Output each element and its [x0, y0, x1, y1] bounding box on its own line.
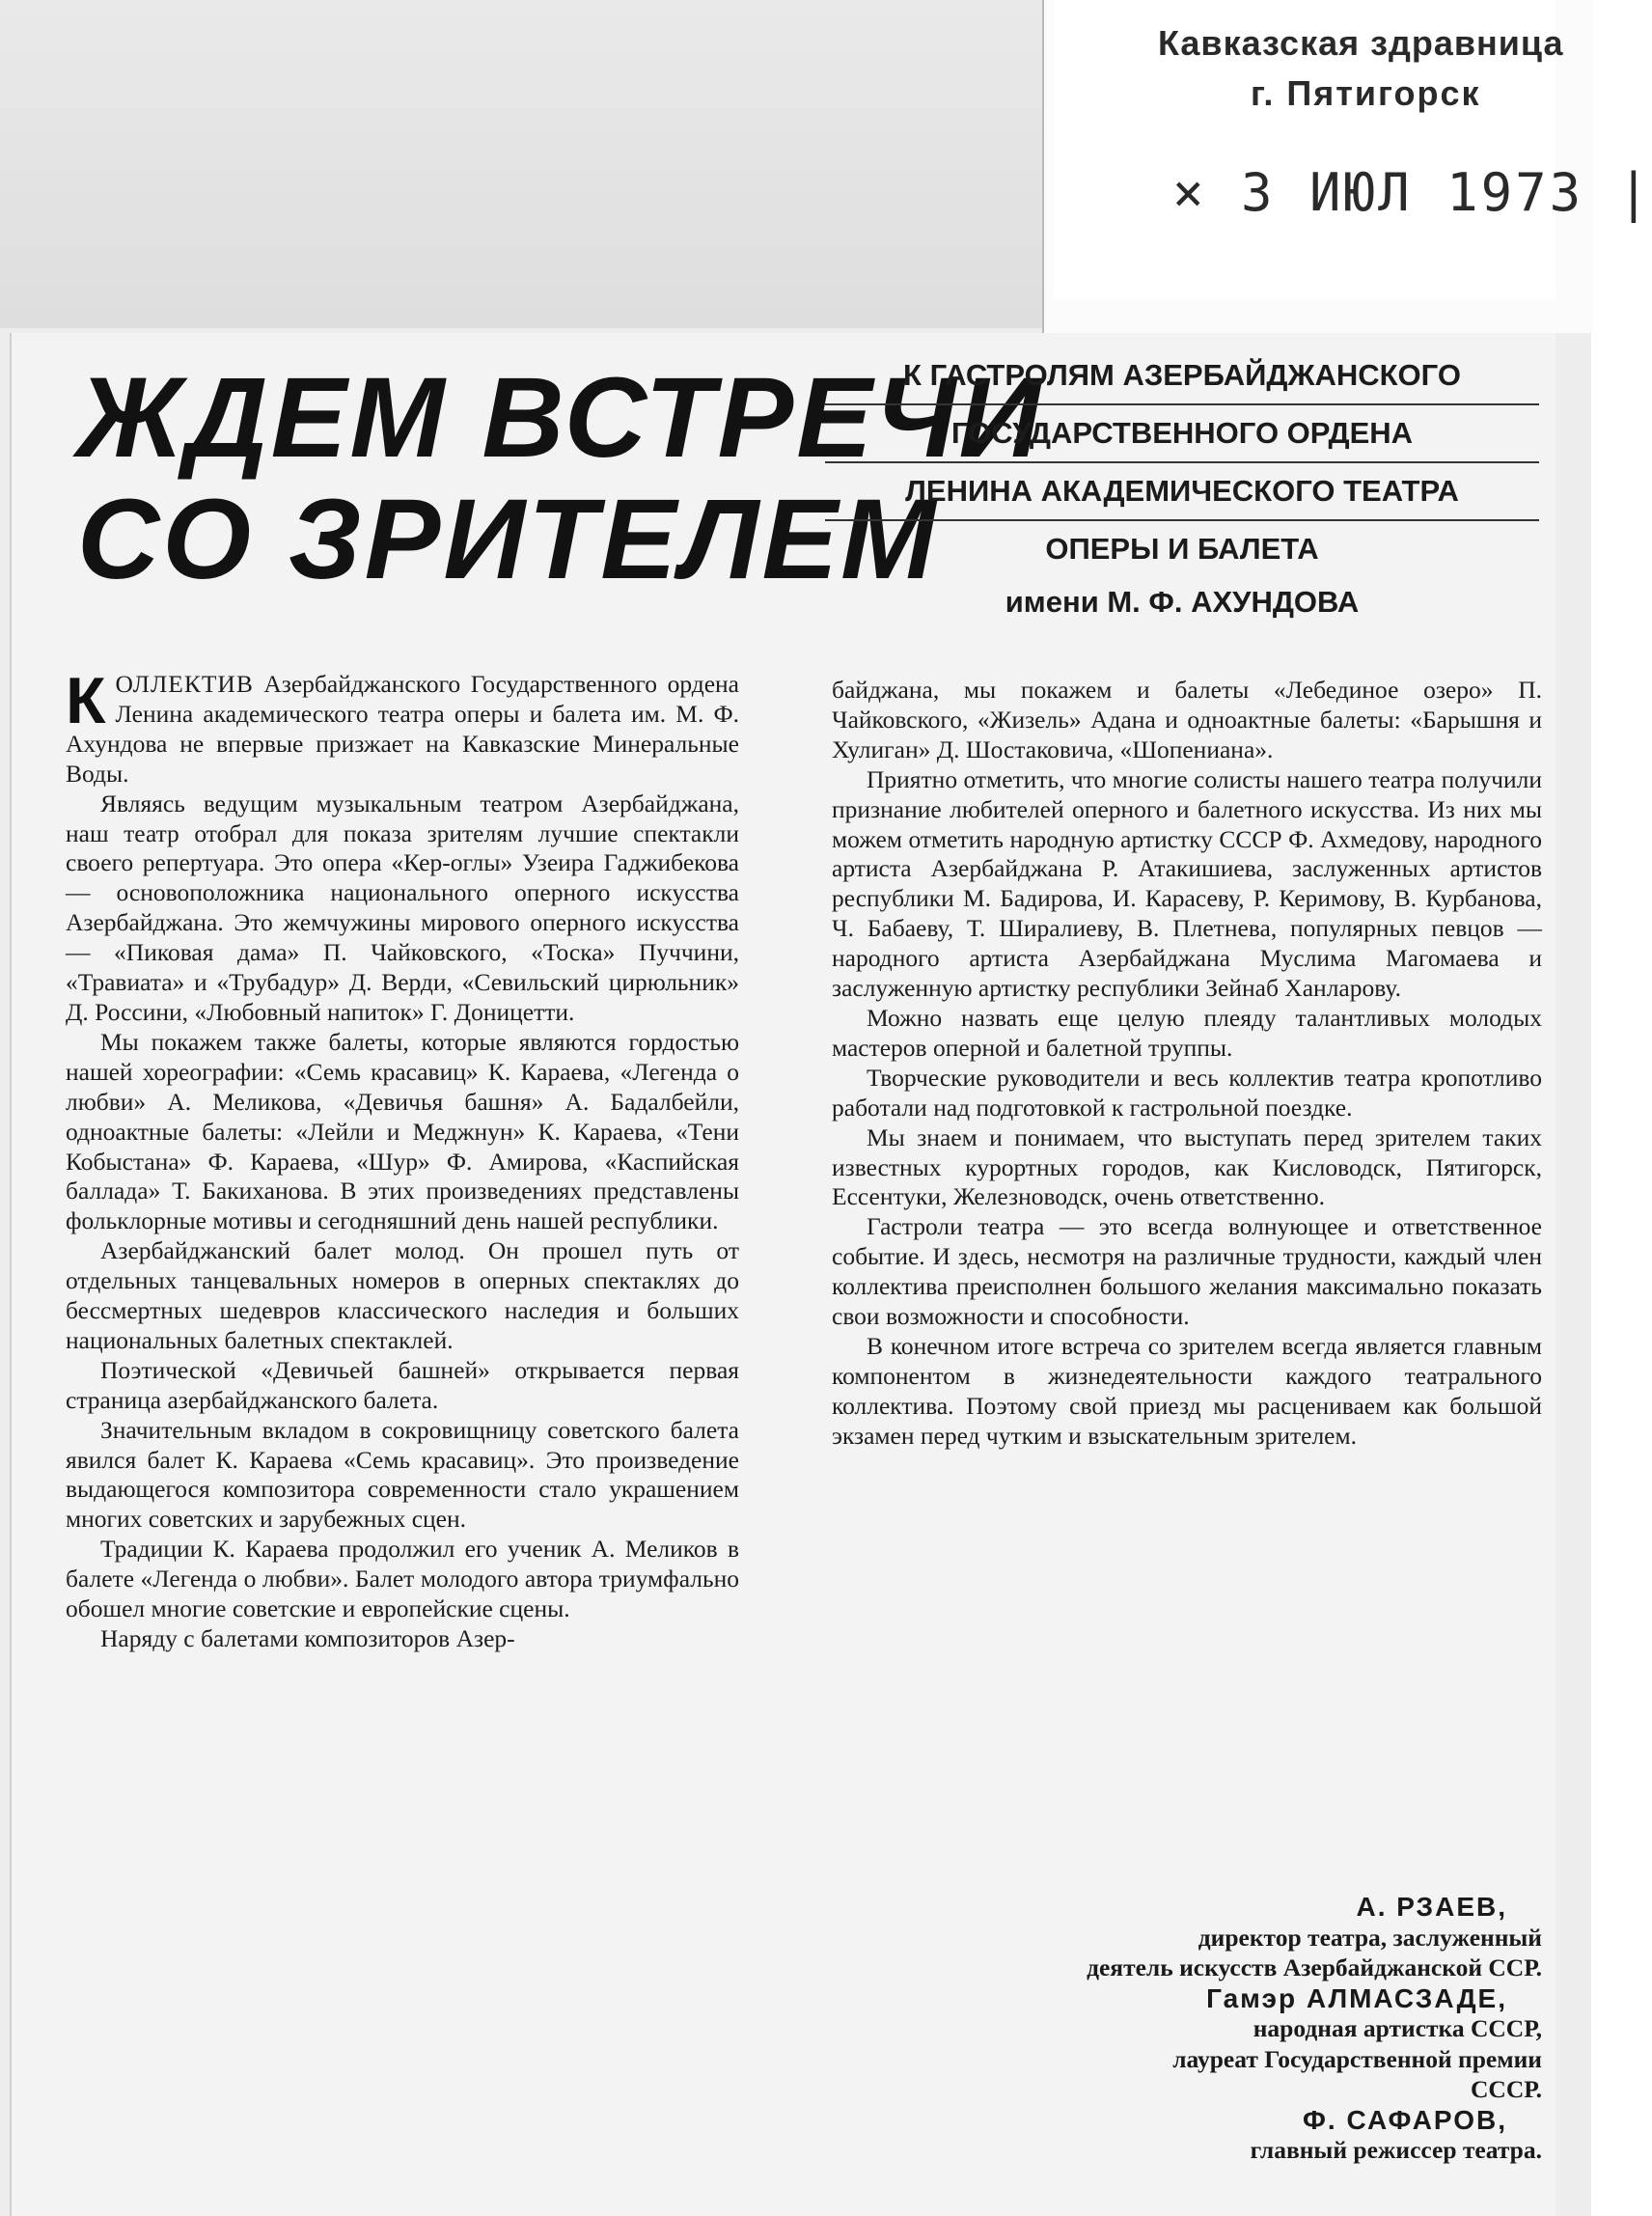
rubric-line-2: ГОСУДАРСТВЕННОГО ОРДЕНА: [825, 405, 1539, 463]
signature-role-1a: директор театра, заслуженный: [1198, 1923, 1542, 1952]
paragraph: Традиции К. Караева продолжил его ученик А. Меликов в балете «Легенда о любви». Балет молодого автора триумфально обошел многие советские и европейские сцены.: [66, 1535, 739, 1623]
rubric-line-5: имени М. Ф. АХУНДОВА: [1005, 585, 1360, 619]
rubric-line-1: К ГАСТРОЛЯМ АЗЕРБАЙДЖАНСКОГО: [825, 347, 1539, 405]
article-signatures: [832, 1892, 1542, 2166]
paragraph: Азербайджанский балет молод. Он прошел путь от отдельных танцевальных номеров в оперных спектаклях до бессмертных шедевров классического наследия и больших национальных балетных спектаклей.: [66, 1236, 739, 1354]
signature-name-2: Гамэр АЛМАСЗАДЕ,: [1206, 1982, 1507, 2013]
article-rubric: [825, 347, 1539, 622]
paragraph: В конечном итоге встреча со зрителем всегда является главным компонентом в жизнедеятельности каждого театрального коллектива. Поэтому свой приезд мы расцениваем как большой экзамен перед чутким и взыскательным зрителем.: [832, 1331, 1542, 1450]
signature-name-1: А. РЗАЕВ,: [1356, 1892, 1507, 1922]
rubric-line-4: ОПЕРЫ И БАЛЕТА: [1045, 532, 1319, 566]
signature-role-1b: деятель искусств Азербайджанской ССР.: [1087, 1953, 1542, 1981]
signature-role-3a: главный режиссер театра.: [1250, 2136, 1542, 2164]
paragraph: Мы знаем и понимаем, что выступать перед зрителем таких известных курортных городов, как Кисловодск, Пятигорск, Ессентуки, Железноводск, очень ответственно.: [832, 1122, 1542, 1211]
paragraph-lead-rest: Азербайджанского Государственного ордена Ленина академического театра оперы и балета им. М. Ф. Ахундова не впервые призжает на Кавказские Минеральные Воды.: [66, 670, 739, 788]
paragraph: Являясь ведущим музыкальным театром Азербайджана, наш театр отобрал для показа зрителям лучшие спектакли своего репертуара. Это опера «Кер-оглы» Узеира Гаджибекова — основоположника национального оперного искусства Азербайджана. Это жемчужины мирового оперного искусства — «Пиковая дама» П. Чайковского, «Тоска» Пуччини, «Травиата» и «Трубадур» Д. Верди, «Севильский цирюльник» Д. Россини, «Любовный напиток» Г. Доницетти.: [66, 789, 739, 1026]
article-right-column: [832, 676, 1542, 1452]
paragraph-lead-caps: ОЛЛЕКТИВ: [115, 670, 254, 698]
paragraph: Мы покажем также балеты, которые являются гордостью нашей хореографии: «Семь красавиц» К. Караева, «Легенда о любви» А. Меликова, «Девичья башня» А. Бадалбейли, одноактные балеты: «Лейли и Меджнун» К. Караева, «Тени Кобыстана» Ф. Караева, «Шур» Ф. Амирова, «Каспийская баллада» Т. Бакиханова. В этих произведениях представлены фольклорные мотивы и сегодняшний день нашей республики.: [66, 1027, 739, 1235]
blank-paper-strip: [0, 0, 1042, 328]
article-left-column: [66, 664, 739, 1654]
signature-name-3: Ф. САФАРОВ,: [1302, 2104, 1507, 2135]
paragraph: Поэтической «Девичьей башней» открывается первая страница азербайджанского балета.: [66, 1355, 739, 1414]
paragraph: Значительным вкладом в сокровищницу советского балета явился балет К. Караева «Семь красавиц». Это произведение выдающегося композитора современности стало украшением многих советских и зарубежных сцен.: [66, 1415, 739, 1534]
stamp-city: г. Пятигорск: [1251, 73, 1481, 113]
signature-role-2c: СССР.: [1470, 2075, 1542, 2103]
paragraph: Можно назвать еще целую плеяду талантливых молодых мастеров оперной и балетной труппы.: [832, 1003, 1542, 1062]
rubric-line-3: ЛЕНИНА АКАДЕМИЧЕСКОГО ТЕАТРА: [825, 463, 1539, 521]
headline-line-1: ЖДЕМ ВСТРЕЧИ: [77, 354, 1044, 482]
paragraph: байджана, мы покажем и балеты «Лебединое озеро» П. Чайковского, «Жизель» Адана и одноактные балеты: «Барышня и Хулиган» Д. Шостаковича, «Шопениана».: [832, 676, 1542, 763]
paragraph: Творческие руководители и весь коллектив театра кропотливо работали над подготовкой к гастрольной поездке.: [832, 1063, 1542, 1122]
paragraph: [66, 664, 739, 789]
stamp-date: × 3 ИЮЛ 1973 |: [1172, 162, 1652, 223]
paragraph: Гастроли театра — это всегда волнующее и ответственное событие. И здесь, несмотря на различные трудности, каждый член коллектива преисполнен большого желания максимально показать свои возможности и способности.: [832, 1212, 1542, 1331]
signature-role-2b: лауреат Государственной премии: [1172, 2044, 1542, 2073]
headline-line-2: СО ЗРИТЕЛЕМ: [77, 476, 939, 603]
paragraph: Наряду с балетами композиторов Азер-: [100, 1624, 515, 1652]
stamp-newspaper-name: Кавказская здравница: [1158, 23, 1564, 63]
signature-role-2a: народная артистка СССР,: [1253, 2014, 1542, 2042]
drop-cap: К: [66, 664, 106, 737]
paragraph: Приятно отметить, что многие солисты нашего театра получили признание любителей оперного и балетного искусства. Из них мы можем отметить народную артистку СССР Ф. Ахмедову, народного артиста Азербайджана Р. Атакишиева, заслуженных артистов республики М. Бадирова, И. Карасеву, Р. Керимову, В. Курбанова, Ч. Бабаеву, Т. Ширалиеву, В. Плетнева, популярных певцов — народного артиста Азербайджана Муслима Магомаева и заслуженную артистку республики Зейнаб Ханларову.: [832, 764, 1542, 1003]
